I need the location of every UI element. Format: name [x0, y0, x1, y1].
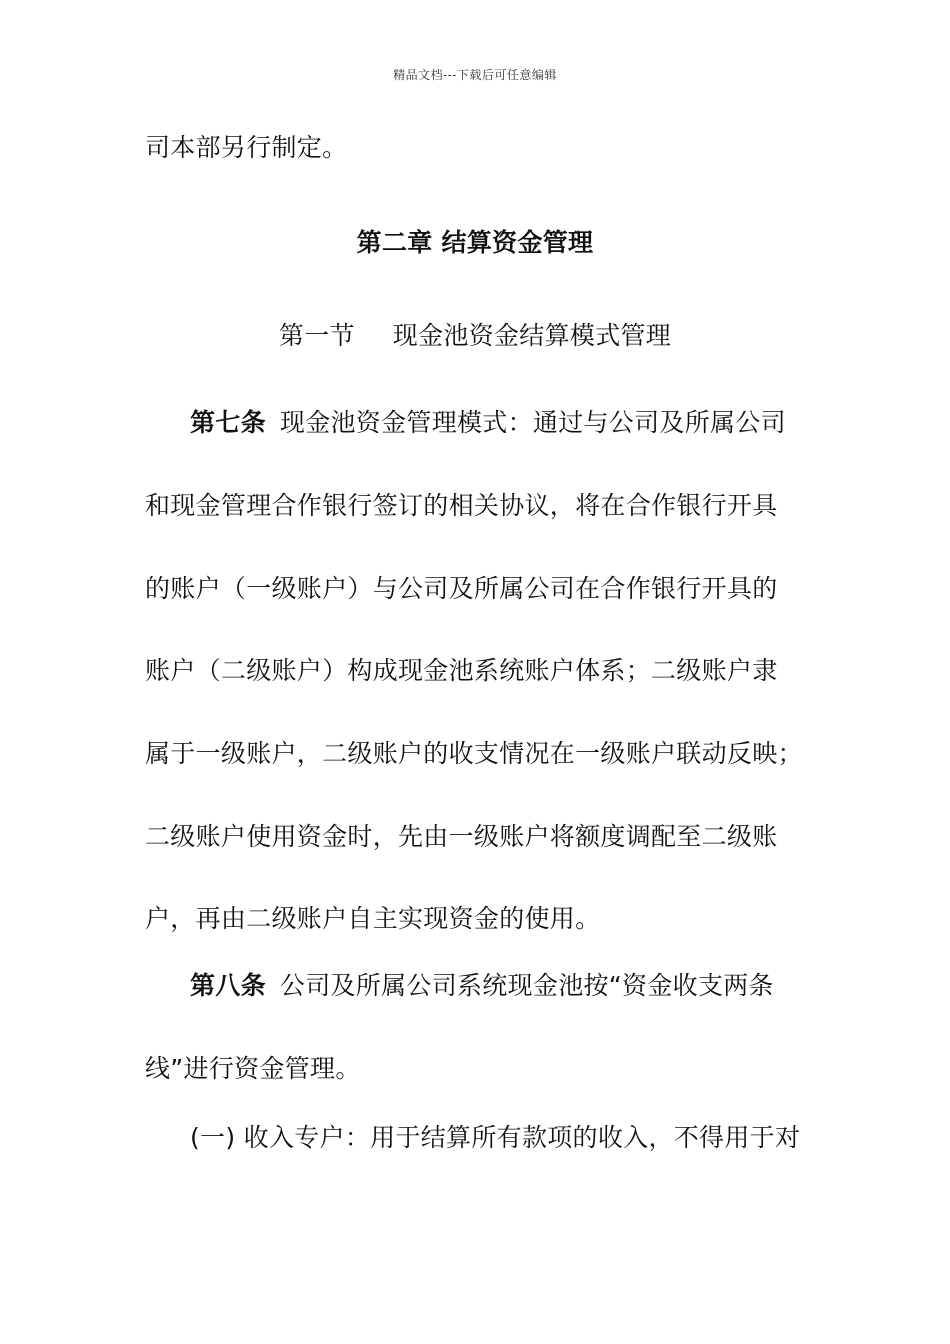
paragraph-line: 账户（二级账户）构成现金池系统账户体系；二级账户隶 — [145, 656, 778, 685]
article-7-number: 第七条 — [190, 408, 266, 437]
article-8-first-line — [190, 969, 774, 1003]
page-header: 精品文档---下载后可任意编辑 — [393, 68, 557, 82]
article-8-number: 第八条 — [190, 971, 266, 1000]
article-7-first-line — [190, 406, 786, 440]
section-heading — [0, 319, 950, 353]
article-7-text: 现金池资金管理模式：通过与公司及所属公司 — [279, 408, 786, 437]
section-title: 现金池资金结算模式管理 — [392, 321, 672, 350]
section-number: 第一节 — [278, 321, 355, 350]
paragraph-line: 线”进行资金管理。 — [145, 1054, 361, 1083]
paragraph-line: 司本部另行制定。 — [145, 133, 348, 162]
paragraph-line: 和现金管理合作银行签订的相关协议，将在合作银行开具 — [145, 491, 778, 520]
list-item: (一) 收入专户：用于结算所有款项的收入，不得用于对 — [190, 1123, 801, 1152]
paragraph-line: 户，再由二级账户自主实现资金的使用。 — [145, 904, 601, 933]
chapter-heading: 第二章 结算资金管理 — [356, 228, 594, 257]
paragraph-line: 属于一级账户，二级账户的收支情况在一级账户联动反映； — [145, 739, 803, 768]
paragraph-line: 的账户（一级账户）与公司及所属公司在合作银行开具的 — [145, 574, 778, 603]
article-8-text: 公司及所属公司系统现金池按“资金收支两条 — [279, 971, 774, 1000]
paragraph-line: 二级账户使用资金时，先由一级账户将额度调配至二级账 — [145, 822, 778, 851]
